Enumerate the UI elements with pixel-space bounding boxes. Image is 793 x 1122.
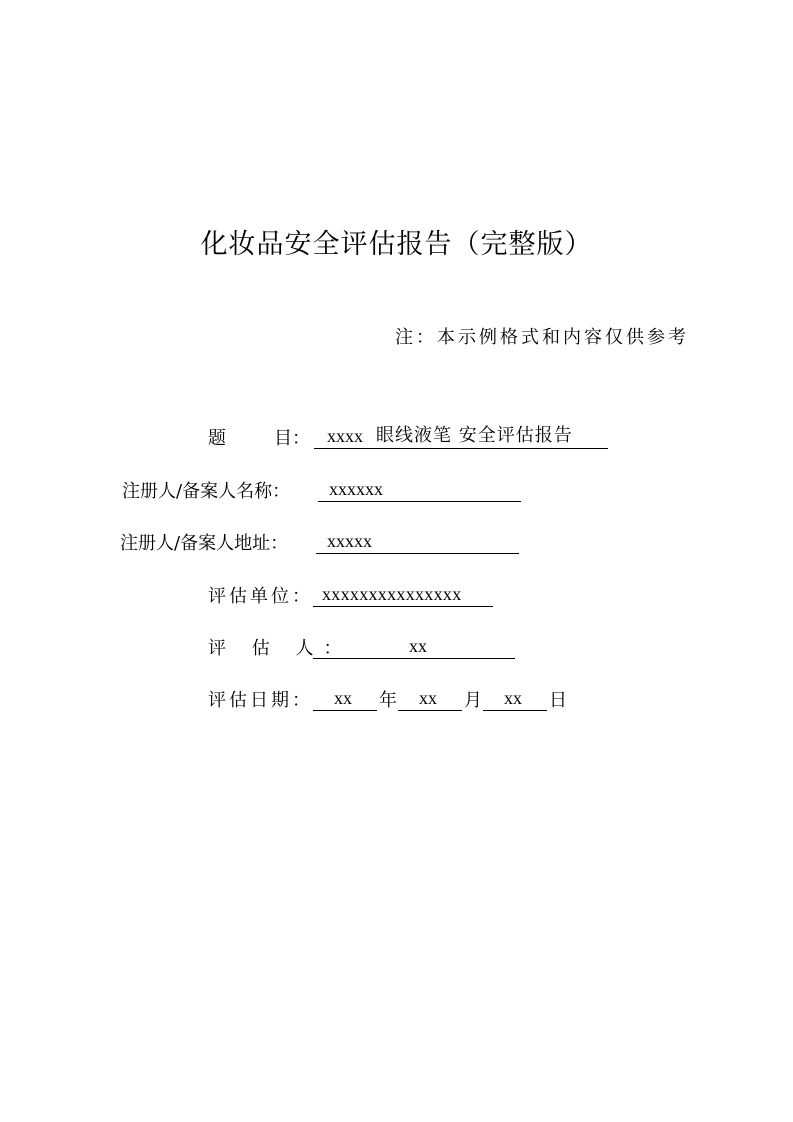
assessment-unit-row xyxy=(0,582,793,608)
subject-label xyxy=(208,424,310,450)
subject-field xyxy=(314,424,608,449)
registrant-address-field xyxy=(316,529,519,554)
subject-value-cn: 眼线液笔 安全评估报告 xyxy=(376,425,573,446)
registrant-name-field xyxy=(318,477,521,502)
date-day-field xyxy=(483,686,547,711)
assessor-field xyxy=(313,634,515,659)
registrant-address-value: xxxxx xyxy=(327,531,372,551)
assessor-row xyxy=(0,634,793,660)
date-month-value: xx xyxy=(419,688,437,708)
registrant-address-row xyxy=(0,529,793,555)
date-year-value: xx xyxy=(334,688,352,708)
assessment-unit-value: xxxxxxxxxxxxxxx xyxy=(322,584,462,604)
registrant-address-label: 注册人/备案人地址： xyxy=(120,533,289,554)
subject-row xyxy=(0,424,793,450)
assessment-unit-label: 评估单位： xyxy=(208,586,313,607)
registrant-name-label: 注册人/备案人名称： xyxy=(122,481,291,502)
document-title: 化妆品安全评估报告（完整版） xyxy=(200,229,593,260)
document-note: 注：本示例格式和内容仅供参考 xyxy=(395,327,689,348)
date-day-value: xx xyxy=(504,688,522,708)
subject-label-text: 题 xyxy=(208,428,226,449)
assessor-label: 评 估 人： xyxy=(208,638,352,659)
date-year-field xyxy=(313,686,377,711)
assessment-unit-field xyxy=(313,582,493,607)
date-year-unit: 年 xyxy=(379,690,397,711)
registrant-name-row xyxy=(0,477,793,503)
assessor-value: xx xyxy=(409,636,427,656)
assessment-date-row xyxy=(0,686,793,712)
subject-value-latin: xxxx xyxy=(327,426,363,446)
assessment-date-label: 评估日期： xyxy=(208,690,313,711)
date-day-unit: 日 xyxy=(549,690,567,711)
date-month-field xyxy=(398,686,462,711)
date-month-unit: 月 xyxy=(464,690,482,711)
subject-label-text-2: 目： xyxy=(274,428,310,449)
registrant-name-value: xxxxxx xyxy=(329,479,383,499)
